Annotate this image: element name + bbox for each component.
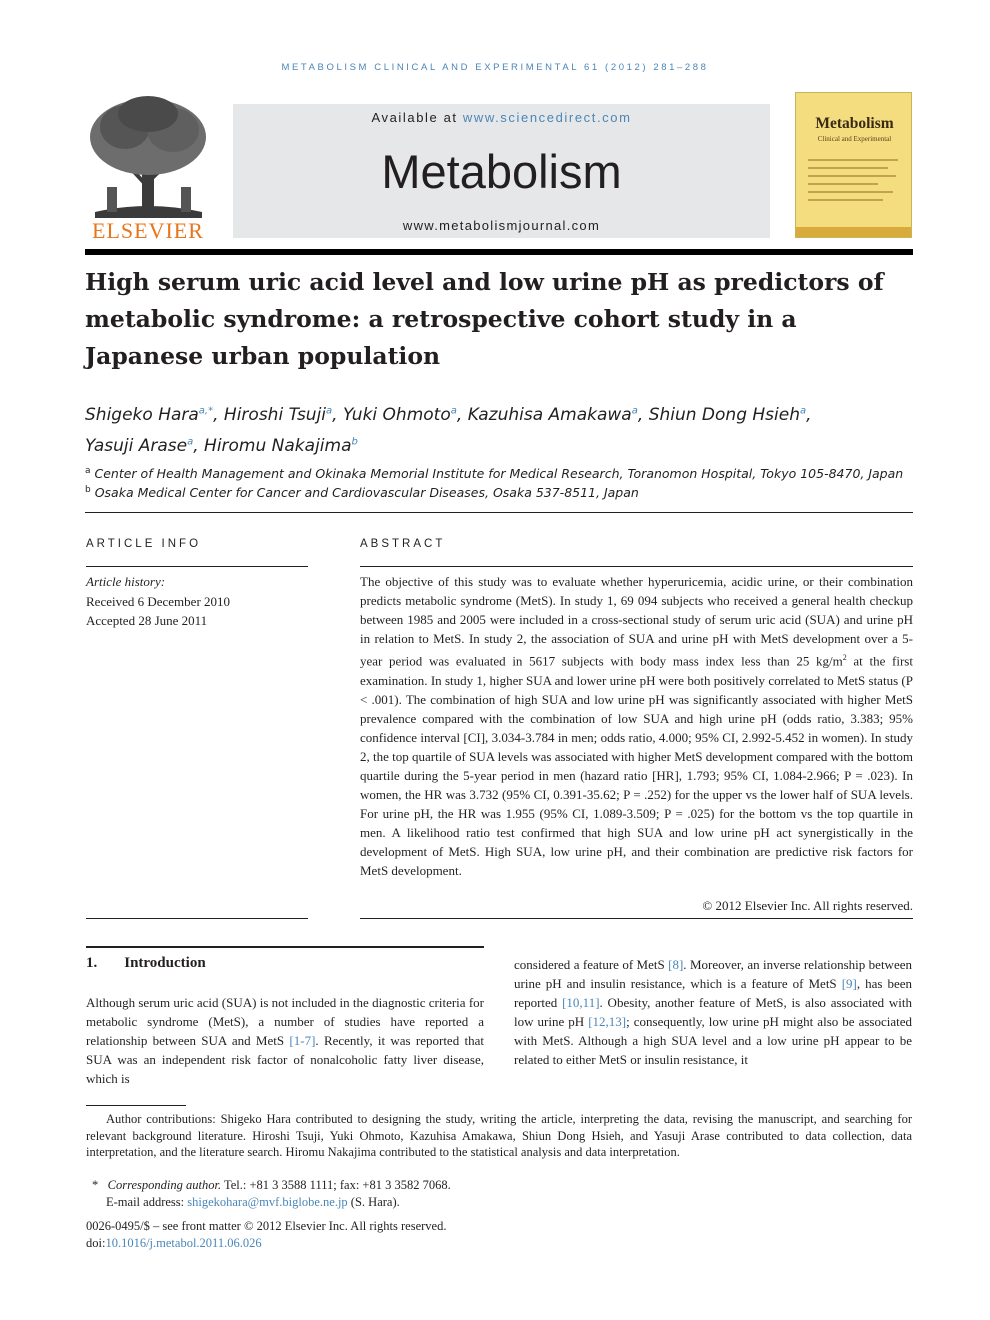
abstract-rule <box>360 566 913 567</box>
author[interactable] <box>204 436 358 456</box>
article-info-bottom-rule <box>86 918 308 919</box>
running-head: METABOLISM CLINICAL AND EXPERIMENTAL 61 (2012) 281–288 <box>281 62 709 73</box>
history-label: Article history: <box>86 574 166 589</box>
author[interactable] <box>85 405 224 425</box>
header-rule <box>85 249 913 255</box>
introduction-rule <box>86 946 484 948</box>
article-info-heading: ARTICLE INFO <box>86 538 202 550</box>
section-rule <box>85 512 913 513</box>
author-separator: , <box>637 404 649 425</box>
abstract-part: at the first examination. In study 1, higher SUA and lower urine pH were both positively correlated to MetS status (P < .001). The combination of high SUA and low urine pH was significantly associated with higher MetS prevalence compared with the combination of low SUA and high urine pH (odds ratio, 3.383; 95% confidence interval [CI], 3.034-3.784 in men; odds ratio, 4.000; 95% CI, 2.992-5.452 in women). In study 2, the top quartile of SUA levels was associated with higher MetS development compared with the bottom quartile during the 5-year period in men (hazard ratio [HR], 1.793; 95% CI, 1.084-2.966; P = .023). In women, the HR was 3.732 (95% CI, 0.391-35.62; P = .252) for the upper vs the lower half of SUA levels. For urine pH, the HR was 1.955 (95% CI, 1.089-3.509; P = .025) for the bottom vs the top quartile in men. A likelihood ratio test confirmed that high SUA and low urine pH act synergistically in the development of MetS. High SUA, low urine pH, and their combination are predictive risk factors for MetS development. <box>360 653 913 879</box>
corresponding-label: Corresponding author. <box>107 1178 222 1192</box>
journal-url[interactable]: www.metabolismjournal.com <box>402 218 601 233</box>
cover-line <box>808 191 893 193</box>
cover-title: Metabolism <box>815 115 894 132</box>
author-name: Kazuhisa Amakawa <box>467 404 632 425</box>
author[interactable] <box>343 405 468 425</box>
corresponding-author <box>92 1177 912 1194</box>
author-name: Yasuji Arase <box>85 436 188 457</box>
citation-link[interactable]: [10,11] <box>562 995 600 1010</box>
abstract-copyright: © 2012 Elsevier Inc. All rights reserved. <box>702 898 913 913</box>
journal-name: Metabolism <box>381 145 622 198</box>
author[interactable] <box>468 405 649 425</box>
author-separator: , <box>456 404 468 425</box>
affiliation <box>85 462 915 483</box>
abstract-bottom-rule <box>360 918 913 919</box>
author-mark[interactable]: a <box>800 405 807 416</box>
author[interactable] <box>649 405 812 425</box>
author-separator: , <box>213 404 224 425</box>
author-separator: , <box>193 436 205 457</box>
author-name: Shigeko Hara <box>85 404 199 425</box>
body-text: . Obesity, another feature of MetS, is also associated with low urine pH <box>514 995 913 1029</box>
author-list <box>85 397 915 460</box>
cover-subtitle: Clinical and Experimental <box>817 135 892 143</box>
email-line <box>106 1194 912 1211</box>
body-text: considered a feature of MetS <box>514 957 669 972</box>
abstract-part: The objective of this study was to evaluate whether hyperuricemia, acidic urine, or their combination predicts metabolic syndrome (MetS). In study 1, 69 094 subjects who received a general health checkup between 1985 and 2005 were included in a cross-sectional study of serum uric acid (SUA) and urine pH in relation to MetS. In study 2, the association of SUA and urine pH with MetS development over a 5-year period was evaluated in 5617 subjects with body mass index less than 25 kg/m <box>360 574 913 669</box>
affiliation-text: Osaka Medical Center for Cancer and Cardiovascular Diseases, Osaka 537-8511, Japan <box>94 485 639 501</box>
cover-line <box>808 199 883 201</box>
section-title: Introduction <box>124 955 206 971</box>
affiliation <box>85 481 915 502</box>
author-name: Shiun Dong Hsieh <box>648 404 800 425</box>
email-suffix: (S. Hara). <box>347 1195 400 1209</box>
author-name: Hiroshi Tsuji <box>223 404 327 425</box>
article-title: High serum uric acid level and low urine pH as predictors of metabolic syndrome: a retrospective cohort study in a Japanese urban population <box>85 268 884 370</box>
citation-link[interactable]: [9] <box>841 976 857 991</box>
body-text: . Recently, it was reported that SUA was an independent risk factor of nonalcoholic fatty liver disease, which is <box>86 1033 484 1086</box>
author-name: Yuki Ohmoto <box>342 404 451 425</box>
cover-band <box>796 227 912 237</box>
introduction-heading <box>86 955 206 972</box>
affiliation-mark: b <box>85 485 91 495</box>
corresponding-contact: Tel.: +81 3 3588 1111; fax: +81 3 3582 7068. <box>221 1178 451 1192</box>
email-link[interactable]: shigekohara@mvf.biglobe.ne.jp <box>187 1195 348 1209</box>
citation-link[interactable]: [8] <box>668 957 684 972</box>
abstract-superscript: 2 <box>842 653 847 663</box>
body-text: Although serum uric acid (SUA) is not included in the diagnostic criteria for metabolic syndrome (MetS), a number of studies have reported a relationship between SUA and MetS <box>86 995 484 1048</box>
doi-link[interactable]: 10.1016/j.metabol.2011.06.026 <box>105 1236 262 1250</box>
body-text: , has been reported <box>514 976 913 1010</box>
author-mark[interactable]: a <box>187 436 194 448</box>
cover-line <box>808 175 896 177</box>
doi-line <box>86 1235 912 1252</box>
cover-line <box>808 159 898 161</box>
introduction-right-column <box>514 955 912 1069</box>
author[interactable] <box>224 405 343 425</box>
affiliation-text: Center of Health Management and Okinaka Memorial Institute for Medical Research, Toranomon Hospital, Tokyo 105-8470, Japan <box>94 466 904 482</box>
available-at-line <box>233 110 770 125</box>
elsevier-tree-icon <box>85 92 212 242</box>
sciencedirect-link[interactable]: www.sciencedirect.com <box>462 110 632 125</box>
issn-line: 0026-0495/$ – see front matter © 2012 Elsevier Inc. All rights reserved. <box>86 1219 447 1233</box>
article-history <box>86 572 311 631</box>
introduction-left-column <box>86 993 484 1088</box>
doi-label: doi: <box>86 1236 106 1250</box>
author-mark[interactable]: a <box>450 405 457 416</box>
email-label: E-mail address: <box>106 1195 188 1209</box>
section-number: 1. <box>86 955 98 971</box>
footnote-mark: * <box>92 1178 99 1192</box>
received-date: Received 6 December 2010 <box>86 593 231 609</box>
citation-link[interactable]: [12,13] <box>588 1014 627 1029</box>
article-info-rule <box>86 566 308 567</box>
body-text: ; consequently, low urine pH might also be associated with MetS. Although a high SUA level and a low urine pH appear to be related to either MetS or insulin resistance, it <box>514 1014 912 1067</box>
available-at-label: Available at <box>371 110 458 125</box>
cover-line <box>808 183 878 185</box>
author-name: Hiromu Nakajima <box>204 436 352 457</box>
author-mark[interactable]: a <box>631 405 638 416</box>
author-mark[interactable]: b <box>351 436 358 448</box>
accepted-date: Accepted 28 June 2011 <box>86 613 208 628</box>
abstract-text <box>360 572 913 880</box>
body-text: . Moreover, an inverse relationship between urine pH and insulin resistance, which is a feature of MetS <box>514 957 912 991</box>
author-mark[interactable]: a <box>326 405 333 416</box>
journal-cover <box>795 92 912 238</box>
author-separator: , <box>332 404 343 425</box>
footnote-rule <box>86 1105 186 1106</box>
affiliation-mark: a <box>85 466 91 476</box>
author-mark[interactable]: a,* <box>198 405 214 416</box>
abstract-heading: ABSTRACT <box>360 538 446 550</box>
author-contributions: Author contributions: Shigeko Hara contributed to designing the study, writing the article, interpreting the data, revising the manuscript, and searching for relevant background literature. Hiroshi Tsuji, Yuki Ohmoto, Kazuhisa Amakawa, Shiun Dong Hsieh, and Yasuji Arase contributed to data collection, data interpretation, and the literature search. Hiromu Nakajima contributed to the statistical analysis and data interpretation. <box>86 1112 912 1159</box>
author-separator: , <box>806 404 812 425</box>
elsevier-wordmark: ELSEVIER <box>92 218 204 242</box>
elsevier-logo <box>85 92 212 242</box>
author[interactable] <box>85 436 204 456</box>
citation-link[interactable]: [1-7] <box>289 1033 316 1048</box>
cover-line <box>808 167 888 169</box>
